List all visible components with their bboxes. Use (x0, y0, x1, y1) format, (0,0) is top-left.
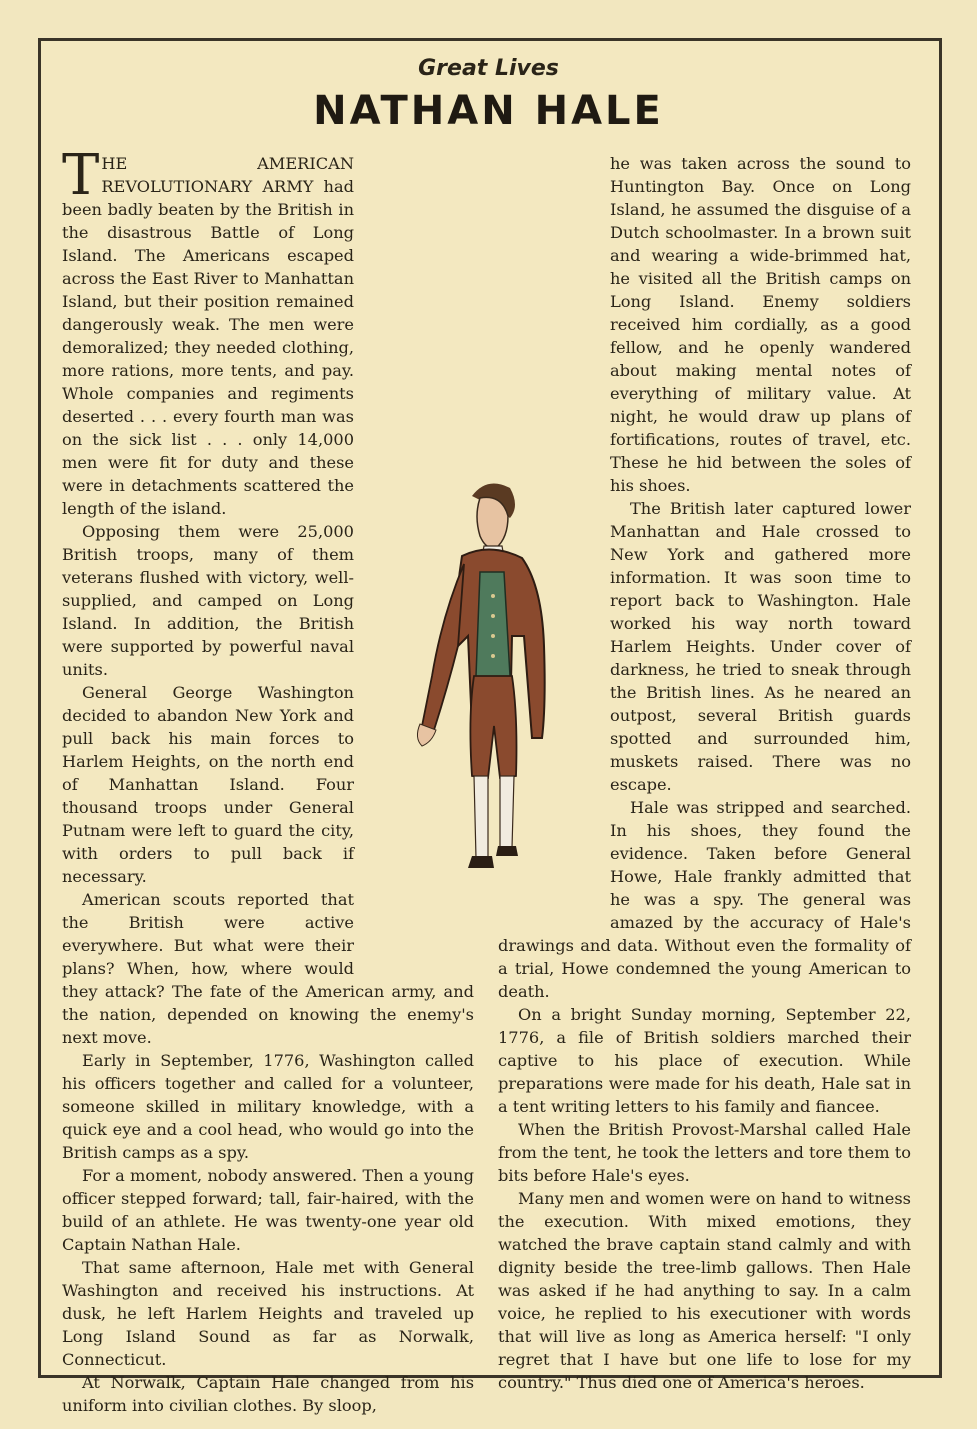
article-column-right (498, 152, 911, 1394)
article-paragraph: Opposing them were 25,000 British troops, many of them veterans flushed with victory, well-supplied, and camped on Long Island. In addition, the British were supported by powerful naval units. (62, 522, 354, 679)
illustration-gap (354, 465, 474, 969)
article-paragraph: Many men and women were on hand to witness the execution. With mixed emotions, they watched the brave captain stand calmly and with dignity beside the tree-limb gallows. Then Hale was asked if he had anything to say. In a calm voice, he replied to his executioner with words that will live as long as America herself: "I only regret that I have but one life to lose for my country." Thus died one of America's heroes. (498, 1189, 911, 1392)
article-paragraph: That same afternoon, Hale met with General Washington and received his instructions. At dusk, he left Harlem Heights and traveled up Long Island Sound as far as Norwalk, Connecticut. (62, 1258, 474, 1369)
article-paragraph: he was taken across the sound to Huntington Bay. Once on Long Island, he assumed the disguise of a Dutch schoolmaster. In a brown suit and wearing a wide-brimmed hat, he visited all the British camps on Long Island. Enemy soldiers received him cordially, as a good fellow, and he openly wandered about making mental notes of everything of military value. At night, he would draw up plans of fortifications, routes of travel, etc. These he hid between the soles of his shoes. (610, 154, 911, 495)
article-paragraph: American scouts reported that the British were active everywhere. But what were their plans? When, how, where would they attack? The fate of the American army, and the nation, depended on knowing the enemy's next move. (62, 890, 474, 1047)
illustration-gap (498, 474, 610, 929)
article-paragraph: General George Washington decided to abandon New York and pull back his main forces to Harlem Heights, on the north end of Manhattan Island. Four thousand troops under General Putnam were left to guard the city, with orders to pull back if necessary. (62, 683, 354, 886)
stocking-left (474, 776, 488, 858)
page-title: NATHAN HALE (313, 88, 664, 134)
article-column-left (62, 143, 474, 1417)
drop-cap: T (62, 143, 100, 208)
section-kicker: Great Lives (418, 56, 559, 81)
article-paragraph: At Norwalk, Captain Hale changed from his uniform into civilian clothes. By sloop, (62, 1373, 474, 1415)
article-paragraph: When the British Provost-Marshal called Hale from the tent, he took the letters and tore them to bits before Hale's eyes. (498, 1120, 911, 1185)
article-paragraph: Hale was stripped and searched. In his shoes, they found the evidence. Taken before General Howe, Hale frankly admitted that he was a spy. The general was amazed by the accuracy of Hale's drawings and data. Without even the formality of a trial, Howe condemned the young American to death. (498, 798, 911, 1001)
article-paragraph: The British later captured lower Manhattan and Hale crossed to New York and gathered more information. It was soon time to report back to Washington. Hale worked his way north toward Harlem Heights. Under cover of darkness, he tried to sneak through the British lines. As he neared an outpost, several British guards spotted and surrounded him, muskets raised. There was no escape. (610, 499, 911, 794)
article-paragraph: On a bright Sunday morning, September 22, 1776, a file of British soldiers marched their captive to his place of execution. While preparations were made for his death, Hale sat in a tent writing letters to his family and fiancee. (498, 1005, 911, 1116)
article-paragraph: For a moment, nobody answered. Then a young officer stepped forward; tall, fair-haired, with the build of an athlete. He was twenty-one year old Captain Nathan Hale. (62, 1166, 474, 1254)
article-paragraph: THE AMERICAN REVOLUTIONARY ARMY had been badly beaten by the British in the disastrous Battle of Long Island. The Americans escaped across the East River to Manhattan Island, but their position remained dangerously weak. The men were demoralized; they needed clothing, more rations, more tents, and pay. Whole companies and regiments deserted . . . every fourth man was on the sick list . . . only 14,000 men were fit for duty and these were in detachments scattered the length of the island. (62, 143, 354, 518)
article-paragraph: Early in September, 1776, Washington called his officers together and called for a volunteer, someone skilled in military knowledge, with a quick eye and a cool head, who would go into the British camps as a spy. (62, 1051, 474, 1162)
